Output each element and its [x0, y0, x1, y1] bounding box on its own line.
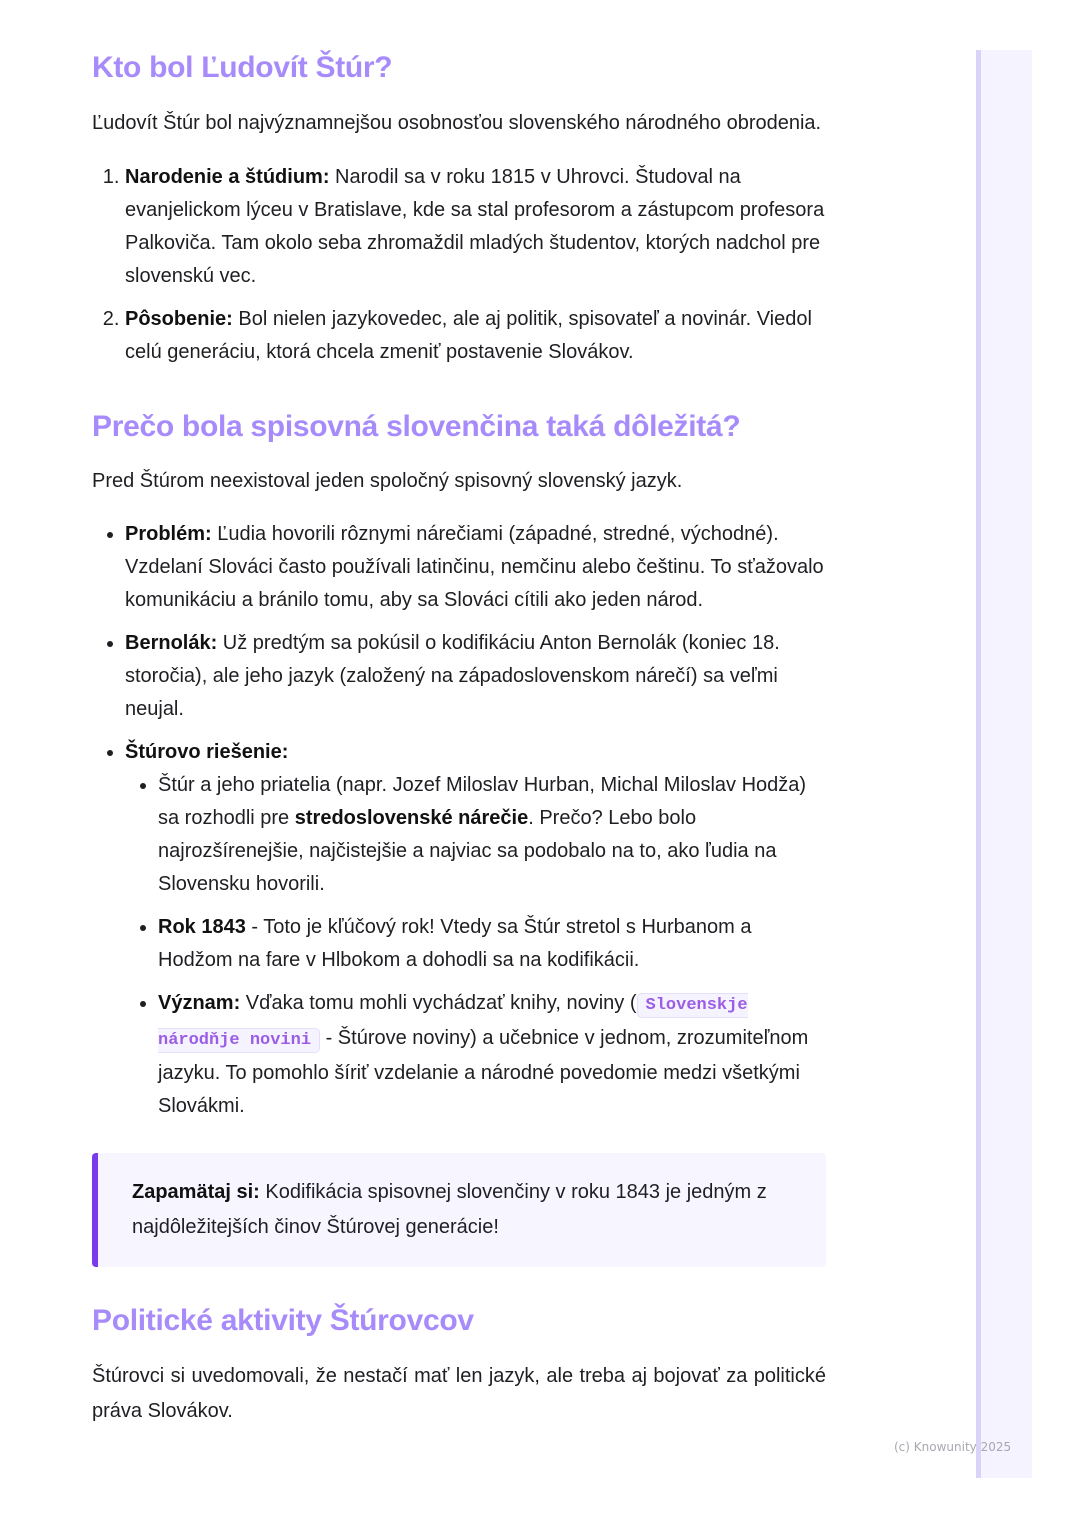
list-item	[125, 303, 826, 369]
bold-text: stredoslovenské nárečie	[294, 807, 529, 829]
item-label: Bernolák:	[125, 632, 218, 654]
section-heading: Prečo bola spisovná slovenčina taká dôležitá?	[92, 410, 741, 443]
copyright-footer: (c) Knowunity 2025	[894, 1440, 1012, 1454]
paragraph: Ľudovít Štúr bol najvýznamnejšou osobnosťou slovenského národného obrodenia.	[92, 112, 822, 134]
sub-list-item	[158, 769, 826, 901]
text: . Prečo? Lebo bolo najrozšírenejšie, najčistejšie a najviac sa podobalo na to, ako ľudia na Slovensku hovorili.	[158, 807, 777, 895]
list-item	[125, 518, 826, 617]
sub-list-item	[158, 987, 826, 1123]
paragraph: Štúrovci si uvedomovali, že nestačí mať len jazyk, ale treba aj bojovať za politické práva Slovákov.	[92, 1365, 826, 1422]
item-text: Bol nielen jazykovedec, ale aj politik, spisovateľ a novinár. Viedol celú generáciu, ktorá chcela zmeniť postavenie Slovákov.	[125, 308, 812, 363]
text: - Toto je kľúčový rok! Vtedy sa Štúr stretol s Hurbanom a Hodžom na fare v Hlbokom a dohodli sa na kodifikácii.	[158, 916, 752, 971]
sub-list	[125, 769, 826, 1123]
bullet-list	[92, 518, 826, 1123]
side-panel	[976, 50, 1032, 1478]
section-heading: Kto bol Ľudovít Štúr?	[92, 51, 393, 84]
item-label: Rok 1843	[158, 916, 246, 938]
list-item	[125, 161, 826, 293]
item-label: Narodenie a štúdium:	[125, 166, 330, 188]
item-label: Význam:	[158, 992, 241, 1014]
list-item	[125, 627, 826, 726]
item-text: Narodil sa v roku 1815 v Uhrovci. Študoval na evanjelickom lýceu v Bratislave, kde sa stal profesorom a zástupcom profesora Palkoviča. Tam okolo seba zhromaždil mladých študentov, ktorých nadchol pre slovenskú vec.	[125, 166, 825, 287]
document-content	[92, 48, 826, 1449]
callout-box	[92, 1153, 826, 1267]
item-text: Už predtým sa pokúsil o kodifikáciu Anton Bernolák (koniec 18. storočia), ale jeho jazyk (založený na západoslovenskom nárečí) sa veľmi neujal.	[125, 632, 780, 720]
text: Vďaka tomu mohli vychádzať knihy, noviny (	[240, 992, 637, 1014]
text: - Štúrove noviny) a učebnice v jednom, zrozumiteľnom jazyku. To pomohlo šíriť vzdelanie a národné povedomie medzi všetkými Slovákmi.	[158, 1027, 809, 1117]
item-label: Problém:	[125, 523, 212, 545]
sub-list-item	[158, 911, 826, 977]
numbered-list	[92, 161, 826, 369]
item-label: Pôsobenie:	[125, 308, 233, 330]
section-heading: Politické aktivity Štúrovcov	[92, 1304, 474, 1337]
paragraph: Pred Štúrom neexistoval jeden spoločný spisovný slovenský jazyk.	[92, 470, 683, 492]
list-item	[125, 736, 826, 1123]
text: Štúr a jeho priatelia (napr. Jozef Miloslav Hurban, Michal Miloslav Hodža) sa rozhodli pre	[158, 774, 807, 829]
callout-label: Zapamätaj si:	[132, 1181, 260, 1203]
item-label: Štúrovo riešenie:	[125, 741, 289, 763]
callout-text: Kodifikácia spisovnej slovenčiny v roku 1843 je jedným z najdôležitejších činov Štúrovej generácie!	[132, 1181, 767, 1238]
item-text: Ľudia hovorili rôznymi nárečiami (západné, stredné, východné). Vzdelaní Slováci často používali latinčinu, nemčinu alebo češtinu. To sťažovalo komunikáciu a bránilo tomu, aby sa Slováci cítili ako jeden národ.	[125, 523, 824, 611]
inline-code: Slovenskje národňje novini	[158, 993, 748, 1053]
